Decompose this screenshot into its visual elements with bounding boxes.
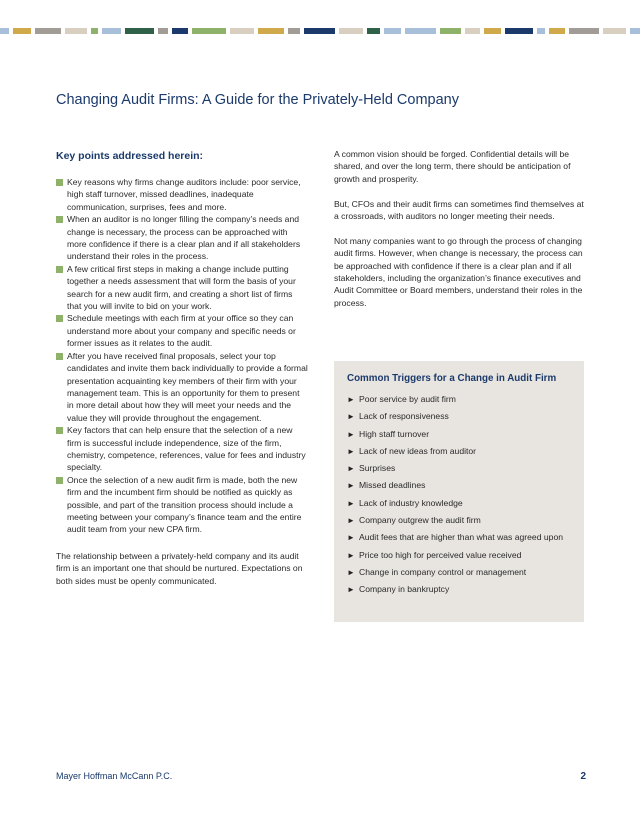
color-bar-segment	[125, 28, 154, 34]
arrow-bullet-icon: ►	[347, 567, 355, 577]
page-number: 2	[580, 771, 586, 782]
trigger-item: ► Company in bankruptcy	[347, 584, 450, 595]
key-point-item: Schedule meetings with each firm at your office so they can understand more about your company and specific needs or former issues as it relates to the audit.	[56, 312, 308, 349]
key-point-item: When an auditor is no longer filling the company’s needs and change is necessary, the process can be approached with more confidence if there is a clear plan and if all stakeholders understand their roles in the process.	[56, 213, 308, 263]
arrow-bullet-icon: ►	[347, 516, 355, 526]
trigger-item: ► Audit fees that are higher than what was agreed upon	[347, 532, 564, 543]
color-bar-segment	[288, 28, 300, 34]
green-square-bullet-icon	[56, 179, 63, 186]
arrow-bullet-icon: ►	[347, 550, 355, 560]
color-bar-segment	[603, 28, 625, 34]
body-paragraph: Not many companies want to go through the process of changing audit firms. However, when change is necessary, the process can be approached with confidence if there is a clear plan and if all stakeholders, including the organization’s finance executives and Audit Committee or Board members, understand their roles in the process.	[334, 235, 583, 308]
arrow-bullet-icon: ►	[347, 498, 355, 508]
color-bar-segment	[258, 28, 284, 34]
color-bar-segment	[304, 28, 335, 34]
key-point-item: A few critical first steps in making a change include putting together a needs assessment that will form the basis of your search for a new audit firm, and creating a short list of firms that you will invite to bid on your work.	[56, 263, 308, 313]
key-point-item: Key reasons why firms change auditors include: poor service, high staff turnover, missed deadlines, inadequate communication, surprises, fees and more.	[56, 176, 308, 213]
arrow-bullet-icon: ►	[347, 464, 355, 474]
green-square-bullet-icon	[56, 477, 63, 484]
color-bar-segment	[630, 28, 640, 34]
color-bar-segment	[367, 28, 381, 34]
left-column	[56, 148, 308, 587]
color-bar-segment	[13, 28, 32, 34]
page-title: Changing Audit Firms: A Guide for the Privately-Held Company	[56, 92, 459, 108]
key-point-item: Once the selection of a new audit firm is made, both the new firm and the incumbent firm should be notified as quickly as possible, and part of the transition process should include a meeting between your company’s finance team and the entire audit team from your new CPA firm.	[56, 474, 308, 536]
arrow-bullet-icon: ►	[347, 446, 355, 456]
green-square-bullet-icon	[56, 266, 63, 273]
color-bar-segment	[484, 28, 501, 34]
green-square-bullet-icon	[56, 216, 63, 223]
color-bar-segment	[158, 28, 168, 34]
color-bar-segment	[0, 28, 9, 34]
trigger-item: ► Lack of responsiveness	[347, 411, 449, 422]
closing-paragraph: The relationship between a privately-held company and its audit firm is an important one that should be nurtured. Expectations on both sides must be openly communicated.	[56, 550, 303, 586]
color-bar-segment	[384, 28, 401, 34]
trigger-item: ► Lack of industry knowledge	[347, 497, 463, 508]
color-bar-segment	[537, 28, 546, 34]
trigger-item: ► Company outgrew the audit firm	[347, 515, 481, 526]
trigger-item: ► Lack of new ideas from auditor	[347, 445, 477, 456]
trigger-item: ► Price too high for perceived value received	[347, 549, 522, 560]
arrow-bullet-icon: ►	[347, 533, 355, 543]
color-bar-segment	[405, 28, 436, 34]
color-bar-segment	[91, 28, 98, 34]
trigger-item: ► Poor service by audit firm	[347, 394, 456, 404]
body-paragraph: A common vision should be forged. Confidential details will be shared, and over the long term, there should be anticipation of growth and prosperity.	[334, 149, 571, 184]
triggers-list	[347, 394, 572, 596]
color-bar-segment	[549, 28, 564, 34]
arrow-bullet-icon: ►	[347, 481, 355, 491]
color-bar-segment	[172, 28, 187, 34]
color-bar-segment	[65, 28, 87, 34]
footer-company-name: Mayer Hoffman McCann P.C.	[56, 771, 173, 781]
trigger-item: ► High staff turnover	[347, 428, 430, 439]
key-points-heading: Key points addressed herein:	[56, 150, 204, 162]
key-point-item: Key factors that can help ensure that the selection of a new firm is successful include independence, size of the firm, chemistry, competence, references, value for fees and industry specialty.	[56, 424, 308, 474]
color-bar-segment	[192, 28, 226, 34]
color-bar-segment	[339, 28, 363, 34]
arrow-bullet-icon: ►	[347, 412, 355, 422]
color-bar-segment	[230, 28, 254, 34]
arrow-bullet-icon: ►	[347, 395, 355, 404]
body-paragraph: But, CFOs and their audit firms can sometimes find themselves at a crossroads, with auditors no longer meeting their needs.	[334, 198, 584, 222]
triggers-sidebar-box	[334, 361, 584, 622]
green-square-bullet-icon	[56, 315, 63, 322]
color-bar-segment	[440, 28, 461, 34]
color-bar-segment	[465, 28, 480, 34]
decorative-color-bar	[0, 28, 640, 34]
key-point-item: After you have received final proposals, select your top candidates and invite them back individually to provide a formal presentation acquainting key members of their firm with your management team. This is an opportunity for them to present in more detail about how they will meet your needs and the value they will provide throughout the engagement.	[56, 350, 308, 424]
triggers-heading: Common Triggers for a Change in Audit Firm	[347, 373, 557, 384]
green-square-bullet-icon	[56, 353, 63, 360]
arrow-bullet-icon: ►	[347, 585, 355, 595]
color-bar-segment	[505, 28, 532, 34]
trigger-item: ► Surprises	[347, 463, 396, 474]
trigger-item: ► Missed deadlines	[347, 480, 426, 491]
trigger-item: ► Change in company control or management	[347, 566, 527, 577]
key-points-list	[56, 176, 308, 536]
color-bar-segment	[35, 28, 61, 34]
green-square-bullet-icon	[56, 427, 63, 434]
color-bar-segment	[102, 28, 121, 34]
color-bar-segment	[569, 28, 600, 34]
arrow-bullet-icon: ►	[347, 429, 355, 439]
right-column	[334, 148, 586, 322]
